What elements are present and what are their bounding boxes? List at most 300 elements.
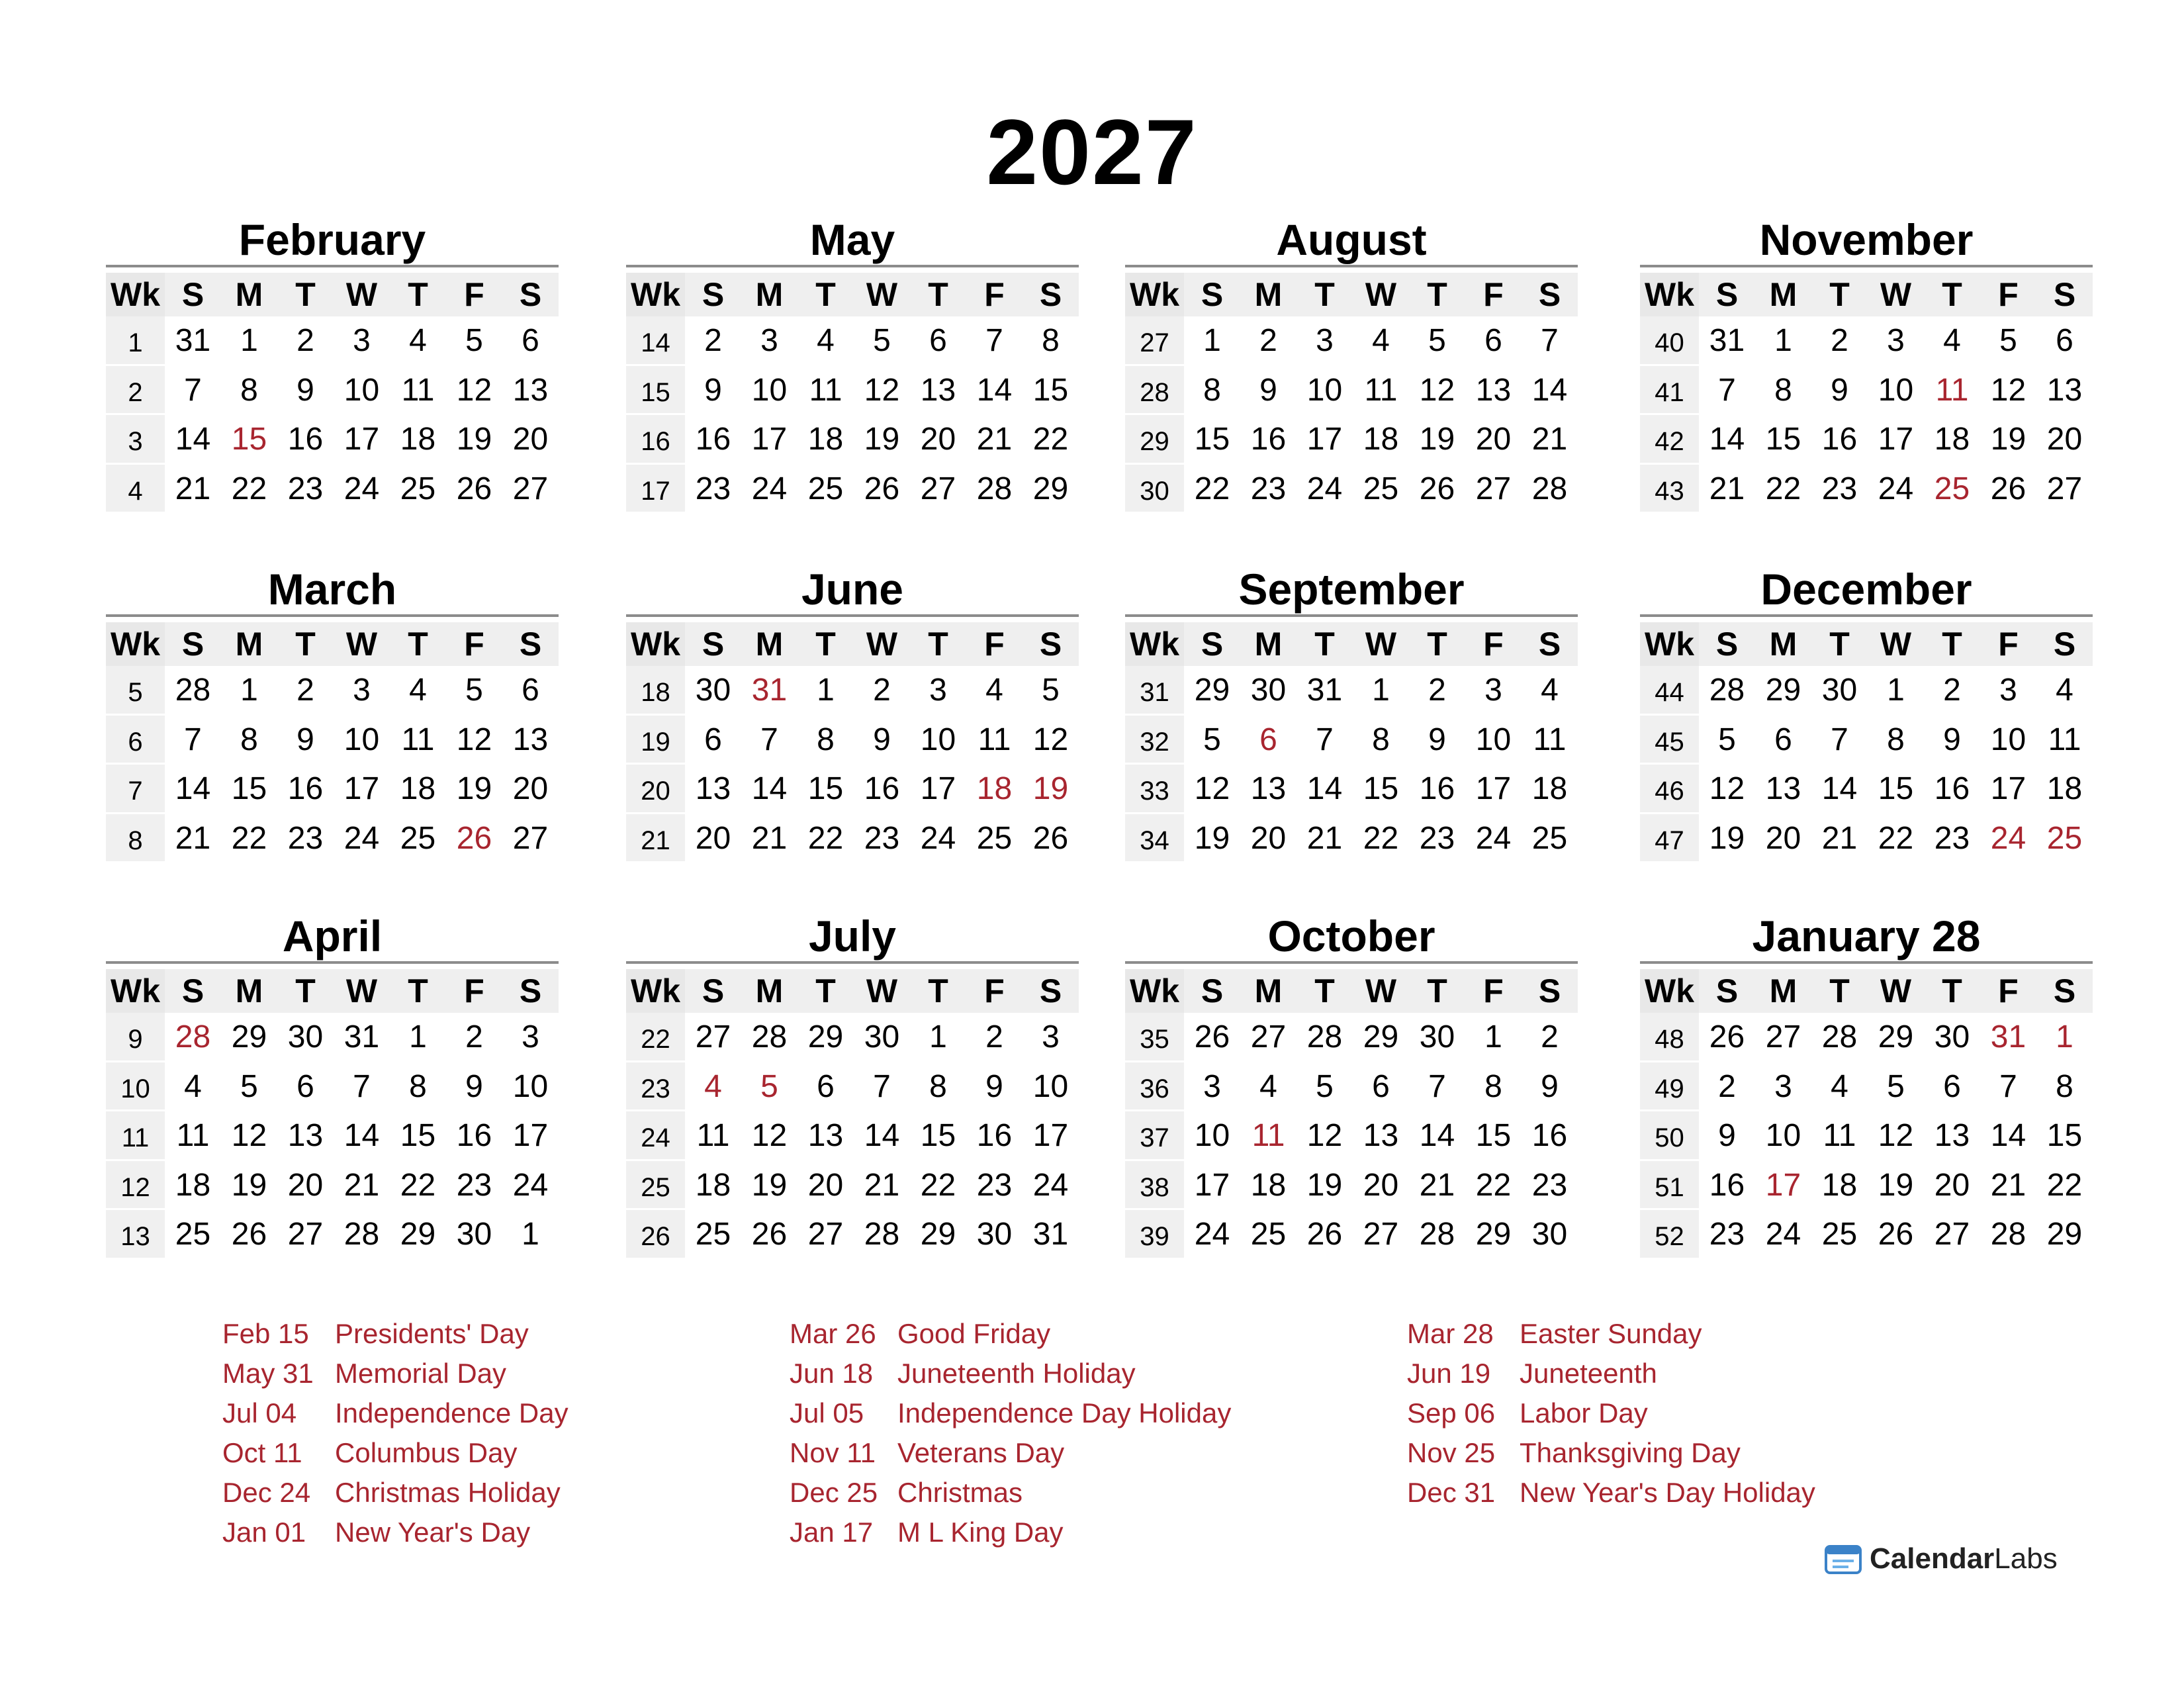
day-cell: 24 [343, 820, 380, 856]
day-cell: 17 [1990, 771, 2026, 806]
day-cell: 15 [1878, 771, 1914, 806]
holiday-name: Independence Day [335, 1397, 569, 1429]
weekday-header: W [1868, 622, 1924, 666]
weekday-header: T [797, 622, 854, 666]
day-cell: 7 [760, 722, 778, 757]
day-cell: 14 [1419, 1118, 1455, 1153]
day-cell: 26 [1878, 1217, 1914, 1252]
day-cell: 22 [1194, 471, 1230, 506]
day-cell: 8 [929, 1068, 947, 1104]
weekday-header-row [106, 969, 559, 1013]
day-cell: 15 [1363, 771, 1399, 806]
day-cell: 14 [175, 771, 211, 806]
week-number: 34 [1125, 814, 1184, 864]
holiday-day-cell: 15 [231, 422, 267, 457]
day-cell: 18 [400, 422, 436, 457]
weekday-header: S [1522, 622, 1578, 666]
week-row [1125, 1062, 1578, 1112]
weekday-header: S [685, 622, 741, 666]
day-cell: 5 [240, 1068, 258, 1104]
week-row [106, 666, 559, 716]
holiday-entry [222, 1393, 569, 1433]
holiday-date: Sep 06 [1407, 1397, 1496, 1429]
weekday-header: M [741, 969, 797, 1013]
holiday-day-cell: 4 [704, 1068, 722, 1104]
month-block [626, 212, 1079, 514]
weekday-header: F [1465, 273, 1522, 316]
day-cell: 31 [1032, 1217, 1069, 1252]
holiday-name: New Year's Day [335, 1517, 531, 1548]
week-row [1125, 1111, 1578, 1161]
week-row [1125, 1210, 1578, 1260]
day-cell: 24 [1194, 1217, 1230, 1252]
weekday-header: T [910, 969, 966, 1013]
day-cell: 20 [1765, 820, 1801, 856]
day-cell: 10 [1032, 1068, 1069, 1104]
weekday-header-row [1640, 622, 2093, 666]
day-cell: 31 [343, 1019, 380, 1055]
holiday-column [790, 1314, 1231, 1552]
day-cell: 9 [1718, 1118, 1736, 1153]
holiday-date: May 31 [222, 1358, 314, 1389]
day-cell: 10 [1878, 372, 1914, 408]
day-cell: 3 [1484, 673, 1502, 708]
day-cell: 18 [175, 1167, 211, 1203]
day-cell: 10 [343, 722, 380, 757]
holiday-day-cell: 28 [175, 1019, 211, 1055]
day-cell: 8 [1372, 722, 1390, 757]
day-cell: 24 [920, 820, 956, 856]
week-number: 2 [106, 366, 165, 416]
day-cell: 26 [751, 1217, 788, 1252]
day-cell: 12 [1990, 372, 2026, 408]
day-cell: 19 [1194, 820, 1230, 856]
day-cell: 4 [2056, 673, 2073, 708]
day-cell: 26 [1419, 471, 1455, 506]
weekday-header: M [221, 969, 277, 1013]
week-number-header: Wk [1125, 273, 1184, 316]
holiday-date: Jun 18 [790, 1358, 874, 1389]
weekday-header: F [1980, 969, 2036, 1013]
holiday-entry [222, 1513, 569, 1552]
holiday-entry [1407, 1433, 1815, 1473]
day-cell: 29 [1475, 1217, 1512, 1252]
day-cell: 30 [864, 1019, 900, 1055]
day-cell: 2 [1943, 673, 1961, 708]
week-number: 25 [626, 1161, 685, 1211]
holiday-date: Dec 25 [790, 1477, 878, 1508]
weekday-header: S [502, 622, 559, 666]
holiday-day-cell: 25 [2046, 820, 2083, 856]
weekday-header: T [390, 622, 446, 666]
month-block [1125, 908, 1578, 1260]
day-cell: 8 [1887, 722, 1905, 757]
day-cell: 5 [1203, 722, 1221, 757]
week-number: 24 [626, 1111, 685, 1161]
weekday-header: F [966, 969, 1023, 1013]
day-cell: 23 [1821, 471, 1858, 506]
week-number: 8 [106, 814, 165, 864]
day-cell: 29 [400, 1217, 436, 1252]
day-cell: 6 [1372, 1068, 1390, 1104]
day-cell: 22 [1765, 471, 1801, 506]
weekday-header: T [1811, 622, 1868, 666]
day-cell: 26 [1990, 471, 2026, 506]
day-cell: 23 [287, 820, 324, 856]
day-cell: 8 [1042, 323, 1060, 358]
day-cell: 25 [1821, 1217, 1858, 1252]
day-cell: 4 [1831, 1068, 1848, 1104]
holiday-name: Labor Day [1520, 1397, 1648, 1429]
day-cell: 1 [1372, 673, 1390, 708]
day-cell: 1 [817, 673, 835, 708]
day-cell: 17 [1475, 771, 1512, 806]
day-cell: 21 [175, 471, 211, 506]
weekday-header: T [910, 273, 966, 316]
holiday-date: Nov 11 [790, 1437, 876, 1468]
day-cell: 12 [1419, 372, 1455, 408]
day-cell: 24 [1765, 1217, 1801, 1252]
day-cell: 29 [1363, 1019, 1399, 1055]
day-cell: 5 [1316, 1068, 1334, 1104]
day-cell: 27 [1475, 471, 1512, 506]
day-cell: 4 [1943, 323, 1961, 358]
day-cell: 1 [522, 1217, 539, 1252]
holiday-date: Dec 24 [222, 1477, 311, 1508]
week-row [1640, 765, 2093, 814]
day-cell: 13 [1765, 771, 1801, 806]
weekday-header: T [1409, 273, 1465, 316]
week-number: 45 [1640, 716, 1699, 765]
week-row [106, 1013, 559, 1062]
day-cell: 25 [1250, 1217, 1287, 1252]
week-row [106, 1161, 559, 1211]
weekday-header: T [277, 273, 334, 316]
week-number: 21 [626, 814, 685, 864]
day-cell: 19 [1306, 1167, 1343, 1203]
weekday-header: S [1184, 273, 1240, 316]
day-cell: 9 [1831, 372, 1848, 408]
day-cell: 5 [1042, 673, 1060, 708]
day-cell: 2 [1541, 1019, 1559, 1055]
day-cell: 1 [1887, 673, 1905, 708]
day-cell: 28 [1419, 1217, 1455, 1252]
day-cell: 27 [1250, 1019, 1287, 1055]
day-cell: 16 [287, 771, 324, 806]
day-cell: 29 [1765, 673, 1801, 708]
day-cell: 23 [695, 471, 731, 506]
weekday-header: W [334, 969, 390, 1013]
day-cell: 21 [976, 422, 1013, 457]
day-cell: 29 [807, 1019, 844, 1055]
week-number: 18 [626, 666, 685, 716]
day-cell: 27 [1363, 1217, 1399, 1252]
week-number: 47 [1640, 814, 1699, 864]
day-cell: 7 [1541, 323, 1559, 358]
holiday-day-cell: 5 [760, 1068, 778, 1104]
day-cell: 23 [1250, 471, 1287, 506]
day-cell: 30 [1531, 1217, 1568, 1252]
day-cell: 8 [2056, 1068, 2073, 1104]
week-row [1640, 814, 2093, 864]
day-cell: 20 [920, 422, 956, 457]
week-number: 11 [106, 1111, 165, 1161]
day-cell: 29 [231, 1019, 267, 1055]
day-cell: 29 [1194, 673, 1230, 708]
week-row [1640, 465, 2093, 514]
week-row [1640, 666, 2093, 716]
day-cell: 6 [929, 323, 947, 358]
week-row [1125, 765, 1578, 814]
day-cell: 13 [1250, 771, 1287, 806]
day-cell: 13 [512, 372, 549, 408]
day-cell: 23 [1934, 820, 1970, 856]
day-cell: 26 [1709, 1019, 1745, 1055]
holiday-name: Columbus Day [335, 1437, 518, 1468]
weekday-header-row [1125, 273, 1578, 316]
week-number: 19 [626, 716, 685, 765]
day-cell: 2 [985, 1019, 1003, 1055]
day-cell: 22 [1475, 1167, 1512, 1203]
week-number: 13 [106, 1210, 165, 1260]
weekday-header: W [854, 273, 910, 316]
day-cell: 28 [976, 471, 1013, 506]
weekday-header: T [797, 273, 854, 316]
weekday-header: S [1184, 969, 1240, 1013]
weekday-header: T [1924, 273, 1980, 316]
holiday-name: Juneteenth [1520, 1358, 1657, 1389]
week-number: 6 [106, 716, 165, 765]
day-cell: 2 [1428, 673, 1446, 708]
day-cell: 26 [1194, 1019, 1230, 1055]
day-cell: 16 [1934, 771, 1970, 806]
day-cell: 31 [1306, 673, 1343, 708]
day-cell: 18 [1363, 422, 1399, 457]
day-cell: 21 [175, 820, 211, 856]
day-cell: 18 [1821, 1167, 1858, 1203]
holiday-entry [222, 1314, 569, 1354]
weekday-header: F [446, 622, 502, 666]
week-number: 10 [106, 1062, 165, 1112]
month-block [106, 908, 559, 1260]
day-cell: 26 [1306, 1217, 1343, 1252]
weekday-header: T [910, 622, 966, 666]
day-cell: 7 [1831, 722, 1848, 757]
day-cell: 18 [2046, 771, 2083, 806]
day-cell: 12 [1306, 1118, 1343, 1153]
day-cell: 30 [456, 1217, 492, 1252]
holiday-name: Independence Day Holiday [897, 1397, 1232, 1429]
day-cell: 9 [704, 372, 722, 408]
day-cell: 15 [2046, 1118, 2083, 1153]
day-cell: 23 [287, 471, 324, 506]
week-row [626, 1111, 1079, 1161]
week-number: 5 [106, 666, 165, 716]
month-block [626, 561, 1079, 863]
month-title: July [626, 908, 1079, 964]
day-cell: 9 [985, 1068, 1003, 1104]
day-cell: 26 [1032, 820, 1069, 856]
day-cell: 11 [401, 372, 435, 408]
holiday-day-cell: 11 [1935, 372, 1969, 408]
day-cell: 13 [807, 1118, 844, 1153]
day-cell: 14 [343, 1118, 380, 1153]
weekday-header: W [1353, 969, 1409, 1013]
weekday-header: W [1868, 273, 1924, 316]
day-cell: 16 [1531, 1118, 1568, 1153]
calendarlabs-logo[interactable] [1823, 1539, 2058, 1579]
day-cell: 8 [240, 372, 258, 408]
weekday-header: T [797, 969, 854, 1013]
week-number-header: Wk [1640, 273, 1699, 316]
day-cell: 8 [240, 722, 258, 757]
day-cell: 8 [409, 1068, 427, 1104]
day-cell: 19 [1990, 422, 2026, 457]
weekday-header: M [741, 273, 797, 316]
day-cell: 1 [240, 673, 258, 708]
day-cell: 20 [512, 422, 549, 457]
day-cell: 3 [1316, 323, 1334, 358]
weekday-header-row [106, 622, 559, 666]
week-row [1125, 716, 1578, 765]
holiday-entry [1407, 1354, 1815, 1393]
month-block [1125, 561, 1578, 863]
week-number: 4 [106, 465, 165, 514]
day-cell: 11 [1364, 372, 1398, 408]
day-cell: 9 [1541, 1068, 1559, 1104]
day-cell: 31 [175, 323, 211, 358]
day-cell: 16 [976, 1118, 1013, 1153]
holiday-date: Mar 28 [1407, 1318, 1494, 1349]
weekday-header: M [221, 622, 277, 666]
week-number: 46 [1640, 765, 1699, 814]
day-cell: 27 [512, 471, 549, 506]
holiday-name: Christmas Holiday [335, 1477, 561, 1508]
day-cell: 10 [1475, 722, 1512, 757]
day-cell: 28 [1990, 1217, 2026, 1252]
week-row [626, 666, 1079, 716]
day-cell: 6 [296, 1068, 314, 1104]
holiday-entry [790, 1473, 1231, 1513]
weekday-header: W [854, 969, 910, 1013]
day-cell: 1 [1203, 323, 1221, 358]
weekday-header: T [1924, 622, 1980, 666]
day-cell: 1 [1484, 1019, 1502, 1055]
day-cell: 22 [1878, 820, 1914, 856]
day-cell: 17 [1032, 1118, 1069, 1153]
week-number: 41 [1640, 366, 1699, 416]
month-title: May [626, 212, 1079, 267]
day-cell: 23 [976, 1167, 1013, 1203]
week-row [106, 814, 559, 864]
week-number: 27 [1125, 316, 1184, 366]
weekday-header: T [1409, 969, 1465, 1013]
week-row [1640, 1210, 2093, 1260]
day-cell: 28 [1306, 1019, 1343, 1055]
day-cell: 26 [231, 1217, 267, 1252]
day-cell: 21 [343, 1167, 380, 1203]
holiday-day-cell: 31 [1990, 1019, 2026, 1055]
week-number-header: Wk [1125, 969, 1184, 1013]
week-number: 1 [106, 316, 165, 366]
week-row [106, 366, 559, 416]
day-cell: 21 [864, 1167, 900, 1203]
day-cell: 3 [1774, 1068, 1792, 1104]
day-cell: 29 [2046, 1217, 2083, 1252]
weekday-header: T [277, 969, 334, 1013]
week-number: 3 [106, 415, 165, 465]
weekday-header: T [1297, 273, 1353, 316]
day-cell: 9 [1259, 372, 1277, 408]
weekday-header: S [685, 969, 741, 1013]
day-cell: 6 [704, 722, 722, 757]
day-cell: 1 [240, 323, 258, 358]
day-cell: 7 [1999, 1068, 2017, 1104]
day-cell: 30 [1821, 673, 1858, 708]
week-number: 12 [106, 1161, 165, 1211]
day-cell: 12 [1709, 771, 1745, 806]
holiday-date: Dec 31 [1407, 1477, 1496, 1508]
month-block [106, 561, 559, 863]
day-cell: 20 [1475, 422, 1512, 457]
week-number: 9 [106, 1013, 165, 1062]
day-cell: 11 [401, 722, 435, 757]
weekday-header: T [390, 273, 446, 316]
holiday-date: Jan 17 [790, 1517, 874, 1548]
day-cell: 13 [287, 1118, 324, 1153]
holiday-name: Thanksgiving Day [1520, 1437, 1741, 1468]
weekday-header: T [277, 622, 334, 666]
holiday-day-cell: 25 [1934, 471, 1970, 506]
day-cell: 24 [1878, 471, 1914, 506]
day-cell: 3 [353, 673, 371, 708]
day-cell: 16 [1709, 1167, 1745, 1203]
day-cell: 20 [1363, 1167, 1399, 1203]
holiday-entry [790, 1393, 1231, 1433]
day-cell: 20 [807, 1167, 844, 1203]
weekday-header-row [106, 273, 559, 316]
day-cell: 2 [1259, 323, 1277, 358]
month-title: December [1640, 561, 2093, 617]
week-number: 38 [1125, 1161, 1184, 1211]
month-title: April [106, 908, 559, 964]
day-cell: 12 [456, 372, 492, 408]
weekday-header: S [1699, 969, 1755, 1013]
day-cell: 27 [1934, 1217, 1970, 1252]
holiday-date: Mar 26 [790, 1318, 876, 1349]
weekday-header-row [626, 622, 1079, 666]
week-row [626, 814, 1079, 864]
week-row [106, 465, 559, 514]
weekday-header: S [1023, 622, 1079, 666]
day-cell: 7 [1316, 722, 1334, 757]
day-cell: 2 [465, 1019, 483, 1055]
day-cell: 9 [1428, 722, 1446, 757]
day-cell: 7 [873, 1068, 891, 1104]
week-number: 39 [1125, 1210, 1184, 1260]
weekday-header: F [1980, 622, 2036, 666]
day-cell: 12 [1878, 1118, 1914, 1153]
day-cell: 27 [695, 1019, 731, 1055]
holiday-day-cell: 17 [1765, 1167, 1801, 1203]
day-cell: 4 [985, 673, 1003, 708]
day-cell: 4 [409, 323, 427, 358]
day-cell: 22 [231, 471, 267, 506]
week-number: 14 [626, 316, 685, 366]
holiday-entry [222, 1473, 569, 1513]
month-block [1125, 212, 1578, 514]
weekday-header: S [165, 969, 221, 1013]
